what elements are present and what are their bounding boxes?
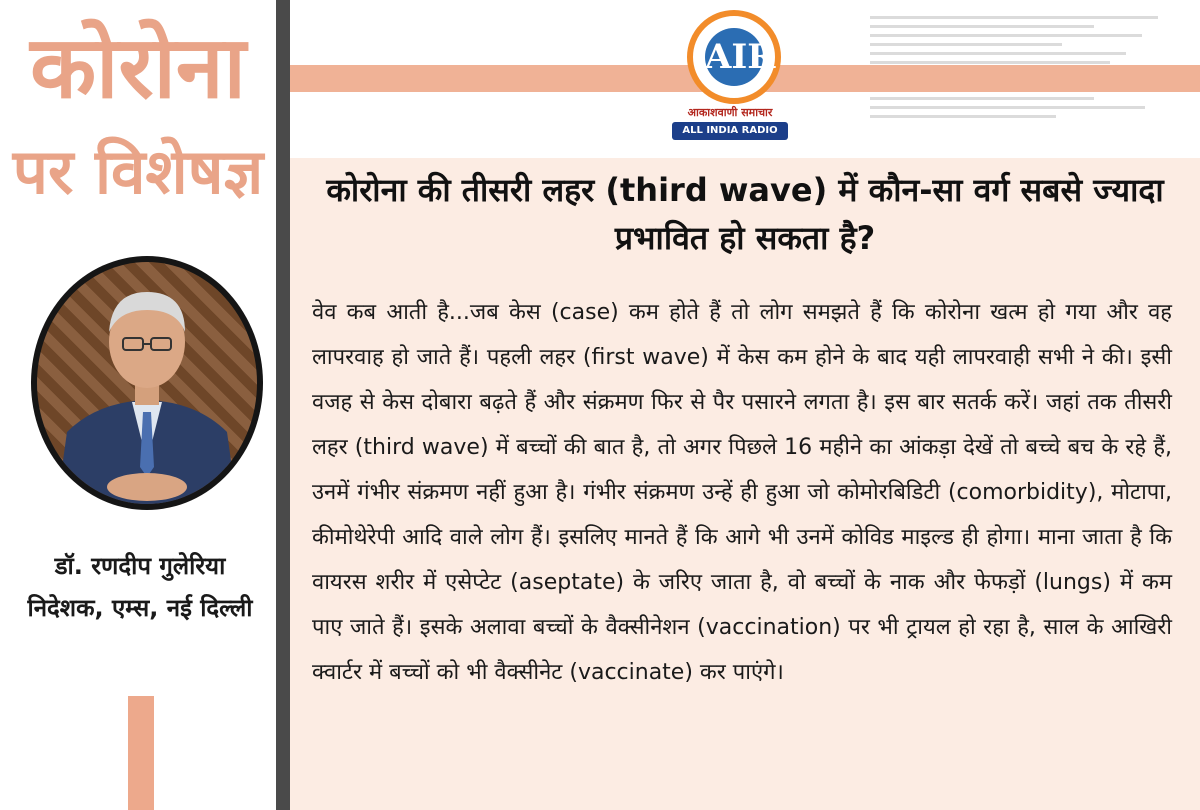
air-logo-icon (670, 4, 790, 154)
portrait-image (37, 262, 257, 504)
article-title: कोरोना की तीसरी लहर (third wave) में कौन-सा वर्ग सबसे ज्यादा प्रभावित हो सकता है? (326, 171, 1164, 257)
logo-letter: AIR (705, 37, 776, 77)
portrait-frame (31, 256, 263, 510)
decorative-bar (128, 696, 154, 810)
person-silhouette-icon (37, 262, 257, 504)
heading-line-2: पर विशेषज्ञ (12, 135, 264, 208)
logo-ring (687, 10, 781, 104)
person-title: निदेशक, एम्स, नई दिल्ली (27, 594, 253, 622)
logo-english-text: ALL INDIA RADIO NEWS (672, 122, 788, 140)
vertical-divider (276, 0, 290, 810)
heading-line-1: कोरोना (30, 18, 246, 118)
person-name: डॉ. रणदीप गुलेरिया (54, 552, 226, 580)
logo-inner (705, 28, 776, 86)
article-body: वेव कब आती है...जब केस (case) कम होते हैं तो लोग समझते हैं कि कोरोना खत्म हो गया और वह लापरवाह हो जाते हैं। पहली लहर (first wave) में केस कम होने के बाद यही लापरवाही सभी ने की। इसी वजह से केस दोबारा बढ़ते हैं और संक्रमण फिर से पैर पसारने लगता है। इस बार सतर्क करें। जहां तक तीसरी लहर (third wave) में बच्चों की बात है, तो अगर पिछले 16 महीने का आंकड़ा देखें तो बच्चे बच के रहे हैं, उनमें गंभीर संक्रमण नहीं हुआ है। गंभीर संक्रमण उन्हें ही हुआ जो कोमोरबिडिटी (comorbidity), मोटापा, कीमोथेरेपी आदि वाले लोग हैं। इसलिए मानते हैं कि आगे भी उनमें कोविड माइल्ड ही होगा। माना जाता है कि वायरस शरीर में एसेप्टेट (aseptate) के जरिए जाता है, वो बच्चों के नाक और फेफड़ों (lungs) में कम पाए जाते हैं। इसके अलावा बच्चों के वैक्सीनेशन (vaccination) पर भी ट्रायल हो रहा है, साल के आखिरी क्वार्टर में बच्चों को भी वैक्सीनेट (vaccinate) कर पाएंगे। (312, 300, 1172, 685)
left-panel (0, 0, 276, 810)
logo-hindi-text: आकाशवाणी समाचार (687, 106, 773, 119)
